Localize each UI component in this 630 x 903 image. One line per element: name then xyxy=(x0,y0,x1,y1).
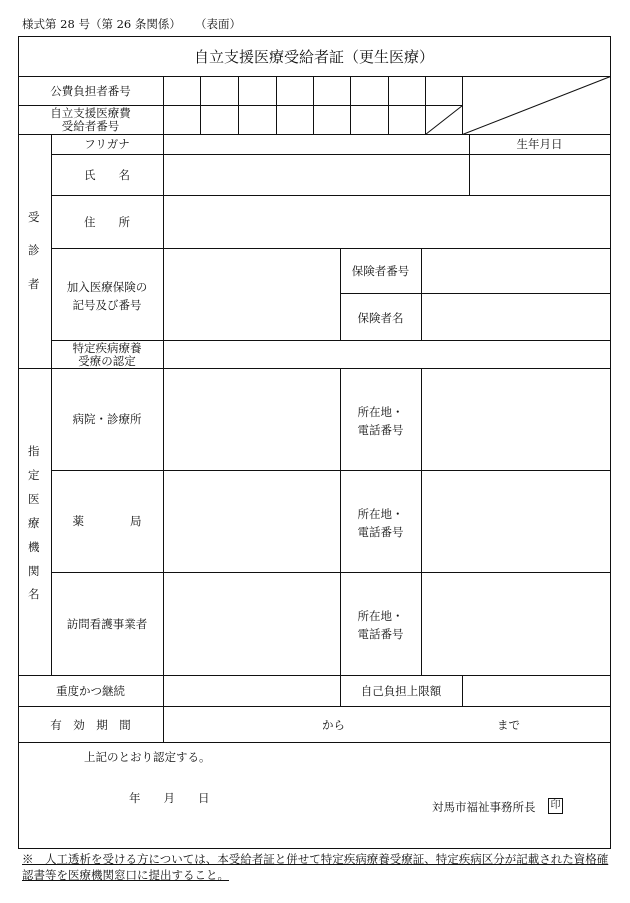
birthdate-label: 生年月日 xyxy=(516,137,563,151)
seal-stamp: 印 xyxy=(548,798,563,814)
facility-group-char-2: 定 xyxy=(28,468,40,482)
home-nursing-label: 訪問看護事業者 xyxy=(66,617,148,631)
recipient-number-label-1: 自立支援医療費 xyxy=(50,106,131,120)
patient-group-char-3: 者 xyxy=(28,277,40,291)
facility-group-char-7: 名 xyxy=(28,587,40,601)
validity-until: まで xyxy=(497,718,520,732)
facility-group-char-6: 関 xyxy=(28,564,40,578)
pharmacy-location-label-1: 所在地・ xyxy=(357,507,404,521)
patient-group-char-1: 受 xyxy=(28,210,40,224)
public-payer-number-label: 公費負担者番号 xyxy=(50,84,131,98)
facility-group-char-5: 機 xyxy=(28,540,40,554)
copay-limit-label: 自己負担上限額 xyxy=(360,684,442,698)
patient-group-char-2: 診 xyxy=(28,243,40,257)
certification-text: 上記のとおり認定する。 xyxy=(84,750,211,764)
form-number: 様式第 28 号（第 26 条関係） xyxy=(22,17,181,31)
footnote: ※ 人工透析を受ける方については、本受給者証と併せて特定疾病療養受療証、特定疾病区分が記載された資格確認書等を医療機関窓口に提出すること。 xyxy=(22,852,609,882)
issuer-name: 対馬市福祉事務所長 xyxy=(432,800,536,814)
facility-group-char-1: 指 xyxy=(28,444,40,458)
insurance-label-1: 加入医療保険の xyxy=(66,280,148,294)
name-label: 氏 名 xyxy=(84,168,130,182)
hospital-location-label-2: 電話番号 xyxy=(357,423,404,437)
certification-date: 年 月 日 xyxy=(129,791,210,805)
specified-disease-label-2: 受療の認定 xyxy=(78,354,136,368)
recipient-number-label-2: 受給者番号 xyxy=(61,119,120,133)
specified-disease-label-1: 特定疾病療養 xyxy=(72,341,142,355)
severe-continuous-label: 重度かつ継続 xyxy=(56,684,125,698)
insurer-name-label: 保険者名 xyxy=(357,311,404,325)
hospital-label: 病院・診療所 xyxy=(72,412,142,426)
pharmacy-label: 薬 局 xyxy=(72,514,142,528)
facility-group-char-3: 医 xyxy=(28,492,40,506)
pharmacy-location-label-2: 電話番号 xyxy=(357,525,404,539)
furigana-label: フリガナ xyxy=(84,137,130,151)
home-nursing-location-label-2: 電話番号 xyxy=(357,627,404,641)
insurance-label-2: 記号及び番号 xyxy=(72,298,142,312)
facility-group-char-4: 療 xyxy=(28,516,40,530)
insurer-number-label: 保険者番号 xyxy=(351,264,410,278)
certificate-title: 自立支援医療受給者証（更生医療） xyxy=(193,48,434,66)
validity-label: 有 効 期 間 xyxy=(50,718,131,732)
form-side: （表面） xyxy=(195,17,241,31)
hospital-location-label-1: 所在地・ xyxy=(357,405,404,419)
validity-from: から xyxy=(322,718,345,732)
home-nursing-location-label-1: 所在地・ xyxy=(357,609,404,623)
address-label: 住 所 xyxy=(84,215,130,229)
